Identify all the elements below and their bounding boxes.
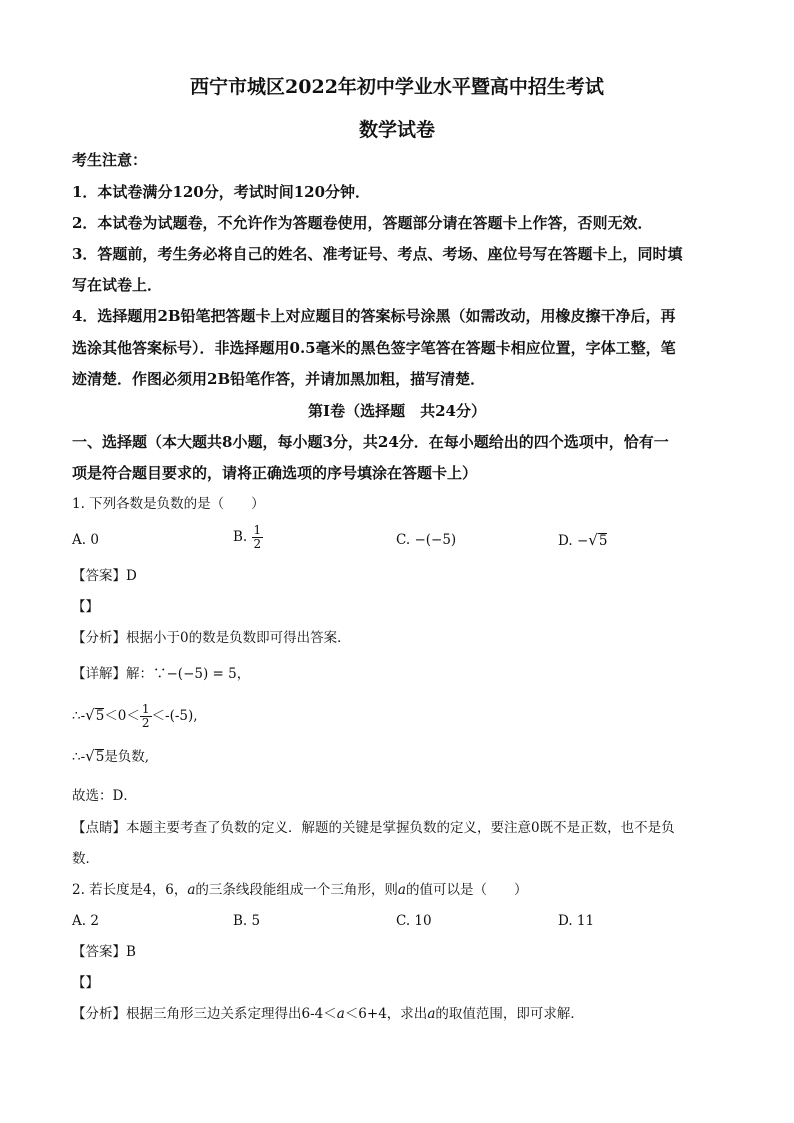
analysis-part-c: 的取值范围，即可求解． bbox=[435, 1006, 584, 1022]
section-title: 第Ⅰ卷（选择题 共24分） bbox=[308, 402, 486, 420]
notice-line-7: 迹清楚．作图必须用2B铅笔作答，并请加黑加粗，描写清楚． bbox=[72, 370, 486, 388]
q1-step-2 bbox=[72, 746, 149, 767]
q2-stem-var: a bbox=[187, 882, 196, 898]
fraction-numerator: 1 bbox=[141, 702, 150, 716]
part1-heading-line-2: 项是符合题目要求的，请将正确选项的序号填涂在答题卡上） bbox=[72, 464, 478, 482]
q1-answer bbox=[72, 566, 137, 586]
q1-analysis bbox=[72, 628, 351, 648]
sqrt-icon: √ bbox=[85, 747, 95, 765]
step1-prefix: ∴- bbox=[72, 708, 86, 724]
q1-option-d-radicand: 5 bbox=[598, 533, 608, 549]
analysis-var: a bbox=[336, 1006, 345, 1022]
notice-heading: 考生注意： bbox=[72, 151, 148, 169]
q1-option-c bbox=[396, 530, 456, 550]
fraction-denominator: 2 bbox=[253, 537, 262, 551]
q1-choose: 故选：D． bbox=[72, 788, 137, 804]
analysis-label: 【分析】 bbox=[72, 630, 126, 646]
q1-option-d bbox=[558, 530, 607, 551]
answer-value: D bbox=[126, 568, 137, 584]
q2-stem-part-c: 的值可以是（ ） bbox=[405, 882, 528, 898]
q2-option-d: D. 11 bbox=[558, 913, 595, 929]
fraction-numerator: 1 bbox=[253, 523, 262, 537]
fraction-denominator: 2 bbox=[141, 716, 150, 730]
q1-blank-bracket: 【】 bbox=[72, 599, 99, 615]
analysis-part-b: ＜6+4，求出 bbox=[344, 1006, 428, 1022]
detail-text: 解：∵−(−5) = 5， bbox=[126, 666, 251, 682]
step1-mid: ＜0＜ bbox=[104, 708, 140, 724]
q1-option-b bbox=[233, 524, 263, 551]
q2-option-b: B. 5 bbox=[233, 913, 261, 929]
q2-stem-var-2: a bbox=[397, 882, 406, 898]
q1-stem: 1. 下列各数是负数的是（ ） bbox=[72, 496, 265, 512]
notice-line-2: 2．本试卷为试题卷，不允许作为答题卷使用，答题部分请在答题卡上作答，否则无效． bbox=[72, 214, 653, 232]
step2-suffix: 是负数, bbox=[104, 749, 150, 765]
q2-stem bbox=[72, 880, 527, 900]
q2-blank-bracket: 【】 bbox=[72, 975, 99, 991]
answer-value: B bbox=[126, 944, 136, 960]
q2-stem-part-a: 2. 若长度是4，6， bbox=[72, 882, 188, 898]
analysis-text: 根据小于0的数是负数即可得出答案． bbox=[126, 630, 351, 646]
answer-label: 【答案】 bbox=[72, 944, 126, 960]
q2-option-c: C. 10 bbox=[396, 913, 432, 929]
notice-line-1: 1．本试卷满分120分，考试时间120分钟． bbox=[72, 183, 371, 201]
q1-option-a: A. 0 bbox=[72, 532, 99, 548]
q2-answer bbox=[72, 942, 136, 962]
step1-fraction bbox=[140, 703, 152, 730]
q1-option-b-fraction bbox=[252, 524, 264, 551]
step1-suffix: ＜-(-5), bbox=[151, 708, 198, 724]
q1-comment-line-1 bbox=[72, 818, 675, 838]
sqrt-icon: √ bbox=[588, 531, 598, 549]
q1-option-d-sign: − bbox=[576, 533, 589, 549]
notice-line-4: 写在试卷上． bbox=[72, 276, 163, 294]
comment-label: 【点睛】 bbox=[72, 820, 126, 836]
exam-title: 西宁市城区2022年初中学业水平暨高中招生考试 bbox=[190, 76, 604, 98]
answer-label: 【答案】 bbox=[72, 568, 126, 584]
detail-label: 【详解】 bbox=[72, 666, 126, 682]
step2-radicand: 5 bbox=[95, 749, 105, 765]
comment-text: 本题主要考查了负数的定义．解题的关键是掌握负数的定义，要注意0既不是正数，也不是负 bbox=[126, 820, 675, 836]
step2-prefix: ∴- bbox=[72, 749, 86, 765]
sqrt-icon: √ bbox=[85, 706, 95, 724]
notice-line-6: 选涂其他答案标号）．非选择题用0.5毫米的黑色签字笔答在答题卡相应位置，字体工整，笔 bbox=[72, 339, 676, 357]
part1-heading-line-1: 一、选择题（本大题共8小题，每小题3分，共24分．在每小题给出的四个选项中，恰有一 bbox=[72, 433, 669, 451]
q1-step-1 bbox=[72, 703, 198, 730]
q2-option-a: A. 2 bbox=[72, 913, 99, 929]
q2-analysis bbox=[72, 1004, 584, 1024]
q1-detail bbox=[72, 664, 250, 684]
notice-line-5: 4．选择题用2B铅笔把答题卡上对应题目的答案标号涂黑（如需改动，用橡皮擦干净后，再 bbox=[72, 307, 676, 325]
q1-option-c-label: C. bbox=[396, 532, 411, 548]
analysis-part-a: 根据三角形三边关系定理得出6-4＜ bbox=[126, 1006, 337, 1022]
q1-comment-line-2: 数． bbox=[72, 851, 99, 867]
notice-line-3: 3．答题前，考生务必将自己的姓名、准考证号、考点、考场、座位号写在答题卡上，同时填 bbox=[72, 245, 683, 263]
q1-option-d-label: D. bbox=[558, 533, 573, 549]
q1-option-c-expr: −(−5) bbox=[414, 532, 457, 548]
q2-stem-part-b: 的三条线段能组成一个三角形，则 bbox=[195, 882, 398, 898]
step1-radicand: 5 bbox=[95, 708, 105, 724]
analysis-var-2: a bbox=[427, 1006, 436, 1022]
analysis-label: 【分析】 bbox=[72, 1006, 126, 1022]
q1-option-b-label: B. bbox=[233, 529, 248, 545]
exam-subtitle: 数学试卷 bbox=[358, 119, 435, 141]
